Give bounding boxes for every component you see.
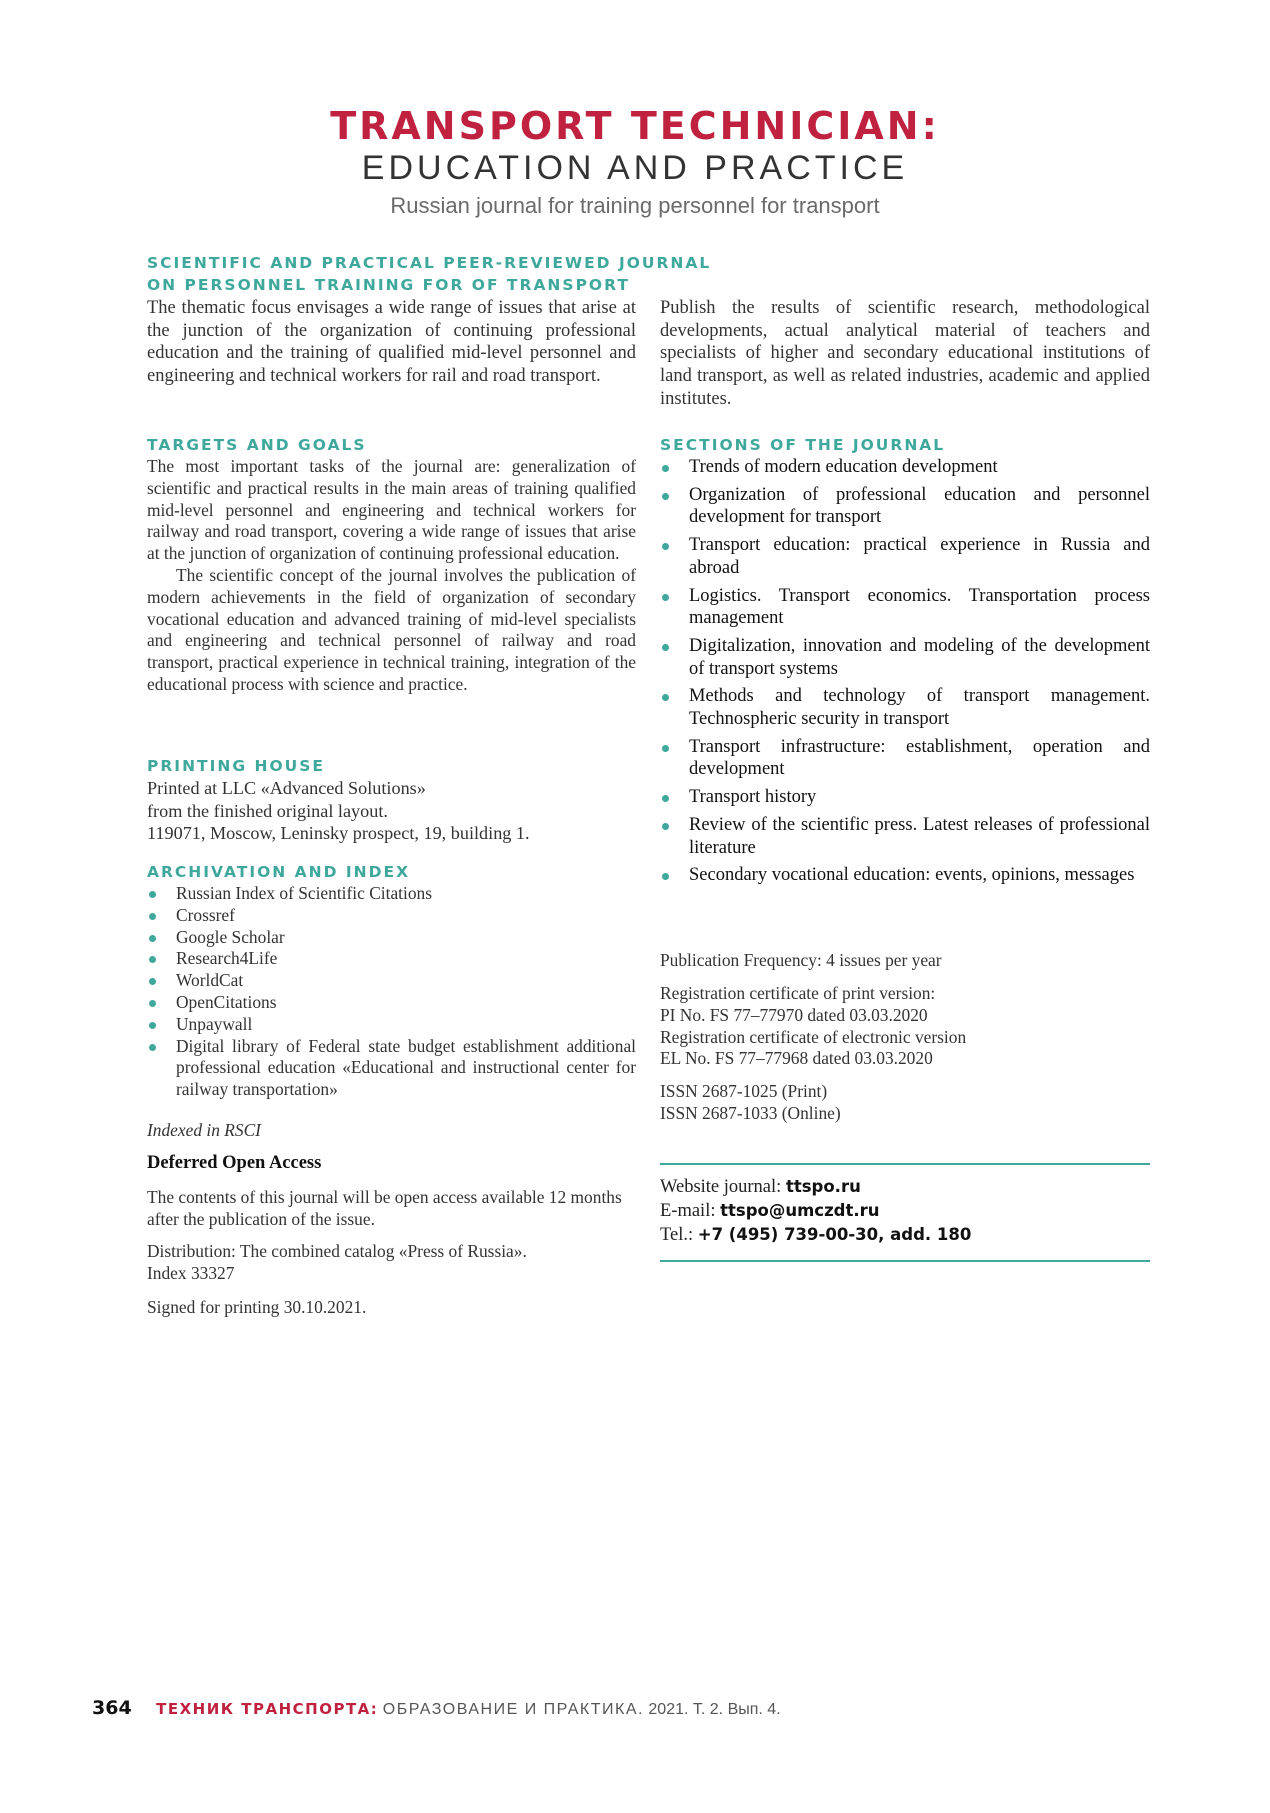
archivation-list <box>147 883 636 1101</box>
archivation-item: WorldCat <box>147 970 636 992</box>
intro-heading-line2: ON PERSONNEL TRAINING FOR OF TRANSPORT <box>147 276 630 294</box>
issn-online: ISSN 2687-1033 (Online) <box>660 1102 841 1123</box>
section-item: Digitalization, innovation and modeling of the development of transport systems <box>660 635 1150 680</box>
journal-tagline: Russian journal for training personnel for transport <box>390 193 880 218</box>
journal-title: TRANSPORT TECHNICIAN: <box>330 104 940 148</box>
tel-line <box>660 1223 971 1247</box>
printing-section <box>147 755 636 845</box>
tel-label: Tel.: <box>660 1225 694 1245</box>
distribution-line-2: Index 33327 <box>147 1262 235 1283</box>
website-line <box>660 1175 971 1199</box>
email-link[interactable]: ttspo@umczdt.ru <box>720 1201 880 1220</box>
issn-block <box>660 1081 1150 1125</box>
printing-line-1: Printed at LLC «Advanced Solutions» <box>147 778 426 798</box>
section-item: Transport history <box>660 786 1150 809</box>
sections-list <box>660 456 1150 887</box>
archivation-item: Crossref <box>147 905 636 927</box>
section-item: Methods and technology of transport management. Technospheric security in transport <box>660 685 1150 730</box>
sections-section <box>660 434 1150 892</box>
reg-print-label: Registration certificate of print version: <box>660 983 936 1003</box>
intro-heading <box>147 252 712 296</box>
section-item: Review of the scientific press. Latest releases of professional literature <box>660 814 1150 859</box>
section-item: Transport infrastructure: establishment, operation and development <box>660 736 1150 781</box>
printing-heading: PRINTING HOUSE <box>147 757 325 775</box>
targets-paragraph-1: The most important tasks of the journal are: generalization of scientific and practical results in the main areas of training qualified mid-level personnel and engineering and technical workers for railway and road transport, covering a wide range of issues that arise at the junction of organization of continuing professional education. <box>147 456 636 564</box>
section-item: Logistics. Transport economics. Transportation process management <box>660 585 1150 630</box>
open-access-heading: Deferred Open Access <box>147 1153 322 1173</box>
footer-issue: 2021. Т. 2. Вып. 4. <box>648 1701 781 1718</box>
email-label: E-mail: <box>660 1201 716 1221</box>
intro-left-text: The thematic focus envisages a wide range of issues that arise at the junction of the organization of continuing professional education and the training of qualified mid-level personnel and engineering and technical workers for rail and road transport. <box>147 298 636 387</box>
signed-note: Signed for printing 30.10.2021. <box>147 1297 367 1317</box>
targets-section <box>147 434 636 696</box>
distribution-line-1: Distribution: The combined catalog «Press of Russia». <box>147 1241 527 1261</box>
printing-line-2: from the finished original layout. <box>147 800 388 821</box>
archivation-item: Russian Index of Scientific Citations <box>147 883 636 905</box>
archivation-item: Unpaywall <box>147 1014 636 1036</box>
targets-heading: TARGETS AND GOALS <box>147 436 367 454</box>
archivation-item: Research4Life <box>147 948 636 970</box>
indexed-note: Indexed in RSCI <box>147 1120 261 1140</box>
intro-right-text: Publish the results of scientific research, methodological developments, actual analytical material of teachers and specialists of higher and secondary educational institutions of land transport, as well as related industries, academic and applied institutes. <box>660 298 1150 409</box>
section-item: Trends of modern education development <box>660 456 1150 479</box>
issn-print: ISSN 2687-1025 (Print) <box>660 1081 828 1101</box>
open-access-text: The contents of this journal will be open access available 12 months after the publication of the issue. <box>147 1187 622 1229</box>
printing-line-3: 119071, Moscow, Leninsky prospect, 19, building 1. <box>147 823 530 843</box>
email-line <box>660 1199 971 1223</box>
archivation-item: Google Scholar <box>147 927 636 949</box>
reg-online-label: Registration certificate of electronic version <box>660 1026 967 1047</box>
registration-block <box>660 983 1150 1070</box>
section-item: Transport education: practical experience in Russia and abroad <box>660 534 1150 579</box>
contact-box <box>660 1163 1150 1262</box>
publication-frequency: Publication Frequency: 4 issues per year <box>660 950 942 970</box>
intro-heading-line1: SCIENTIFIC AND PRACTICAL PEER-REVIEWED JOURNAL <box>147 254 712 272</box>
targets-paragraph-2: The scientific concept of the journal involves the publication of modern achievements in the field of organization of secondary vocational education and advanced training of mid-level specialists and engineering and technical personnel of railway and road transport, practical experience in technical training, integration of the educational process with science and practice. <box>147 564 636 694</box>
footer-journal-subtitle: ОБРАЗОВАНИЕ И ПРАКТИКА. <box>382 1701 644 1718</box>
distribution-block <box>147 1241 636 1285</box>
archivation-heading: ARCHIVATION AND INDEX <box>147 863 411 881</box>
journal-subtitle: EDUCATION AND PRACTICE <box>361 149 909 187</box>
section-item: Secondary vocational education: events, opinions, messages <box>660 864 1150 887</box>
archivation-item: OpenCitations <box>147 992 636 1014</box>
footer-journal-name: ТЕХНИК ТРАНСПОРТА: <box>156 1700 379 1718</box>
archivation-item: Digital library of Federal state budget establishment additional professional education «Educational and instructional center for railway transportation» <box>147 1036 636 1101</box>
website-label: Website journal: <box>660 1177 782 1197</box>
section-item: Organization of professional education and personnel development for transport <box>660 484 1150 529</box>
sections-heading: SECTIONS OF THE JOURNAL <box>660 436 946 454</box>
reg-print-value: PI No. FS 77–77970 dated 03.03.2020 <box>660 1004 928 1025</box>
page-number: 364 <box>92 1697 132 1719</box>
tel-value: +7 (495) 739-00-30, add. 180 <box>697 1225 972 1244</box>
page-footer <box>92 1697 781 1721</box>
reg-online-value: EL No. FS 77–77968 dated 03.03.2020 <box>660 1048 933 1069</box>
website-link[interactable]: ttspo.ru <box>785 1177 861 1196</box>
archivation-section <box>147 861 636 1101</box>
